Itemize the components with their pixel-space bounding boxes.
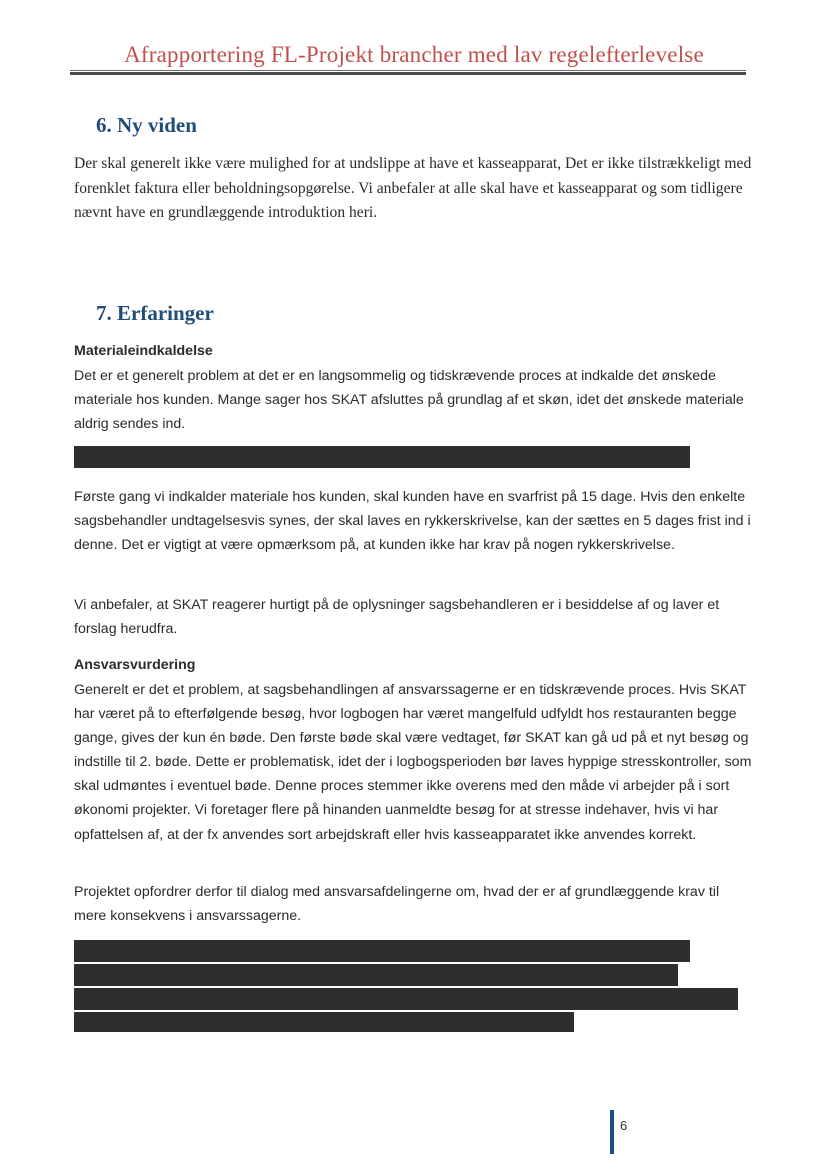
page-number-bar [610,1110,614,1154]
section-7-heading: 7. Erfaringer [96,301,214,325]
subheading-ansvarsvurdering: Ansvarsvurdering [74,657,196,673]
page-header-title: Afrapportering FL-Projekt brancher med lav regelefterlevelse [124,42,704,67]
paragraph-materialeindkaldelse-3: Vi anbefaler, at SKAT reagerer hurtigt på de oplysninger sagsbehandleren er i besiddelse af og laver et forslag herudfra. [74,597,720,638]
redaction-bar [74,940,690,962]
redaction-bar [74,446,690,468]
section-6-heading: 6. Ny viden [96,113,197,137]
header-rule-thick [70,72,746,75]
redaction-bar [74,988,738,1010]
header-rule-thin [70,70,746,71]
section-6-paragraph: Der skal generelt ikke være mulighed for at undslippe at have et kasseapparat, Det er ikke tilstrækkeligt med forenklet faktura eller beholdningsopgørelse. Vi anbefaler at alle skal have et kasseapparat og som tidligere nævnt have en grundlæggende introduktion heri. [74,155,752,221]
paragraph-materialeindkaldelse-2: Første gang vi indkalder materiale hos kunden, skal kunden have en svarfrist på 15 dage. Hvis den enkelte sagsbehandler undtagelsesvis synes, der skal laves en rykkerskrivelse, kan der sættes en 5 dages frist ind i denne. Det er vigtigt at være opmærksom på, at kunden ikke har krav på nogen rykkerskrivelse. [74,489,751,554]
paragraph-ansvarsvurdering-2: Projektet opfordrer derfor til dialog med ansvarsafdelingerne om, hvad der er af grundlæggende krav til mere konsekvens i ansvarssagerne. [74,884,720,925]
paragraph-ansvarsvurdering-1: Generelt er det et problem, at sagsbehandlingen af ansvarssagerne er en tidskrævende proces. Hvis SKAT har været på to efterfølgende besøg, hvor logbogen har været mangelfuld udfyldt hos restauranten begge gange, gives der kun én bøde. Den første bøde skal være vedtaget, før SKAT kan gå ud på et nyt besøg og indstille til 2. bøde. Dette er problematisk, idet der i logbogsperioden bør laves hyppige stresskontroller, som skal udmøntes i eventuel bøde. Denne proces stemmer ikke overens med den måde vi arbejder på i sort økonomi projekter. Vi foretager flere på hinanden uanmeldte besøg for at stresse indehaver, hvis vi har opfattelsen af, at der fx anvendes sort arbejdskraft eller hvis kasseapparatet ikke anvendes korrekt. [74,682,752,843]
page-number: 6 [620,1118,628,1133]
redaction-bar [74,1012,574,1032]
paragraph-materialeindkaldelse-1: Det er et generelt problem at det er en langsommelig og tidskrævende proces at indkalde det ønskede materiale hos kunden. Mange sager hos SKAT afsluttes på grundlag af et skøn, idet det ønskede materiale aldrig sendes ind. [74,368,744,433]
redaction-bar [74,964,678,986]
subheading-materialeindkaldelse: Materialeindkaldelse [74,343,213,359]
